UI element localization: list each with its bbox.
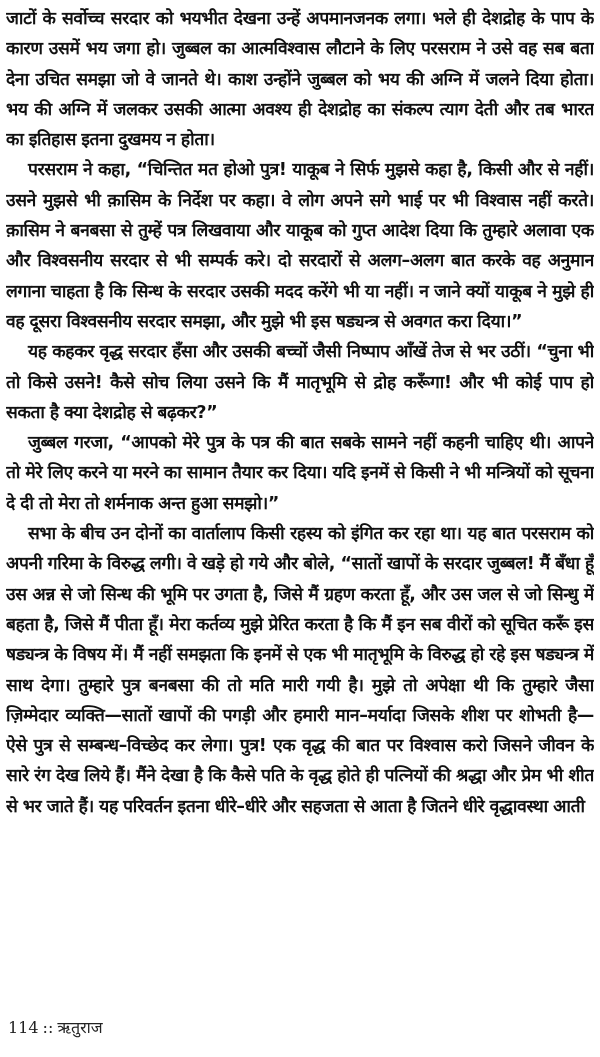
footer-separator: :: <box>42 1018 54 1037</box>
page-footer <box>8 1016 103 1038</box>
page-body <box>6 4 594 1004</box>
page-number: 114 <box>8 1018 39 1037</box>
paragraph-4: जुब्बल गरजा, “आपको मेरे पुत्र के पत्र की बात सबके सामने नहीं कहनी चाहिए थी। आपने तो मेरे लिए करने या मरने का सामान तैयार कर दिया। यदि इनमें से किसी ने भी मन्त्रियों को सूचना दे दी तो मेरा तो शर्मनाक अन्त हुआ समझो।” <box>6 433 594 514</box>
paragraph-2: परसराम ने कहा, “चिन्तित मत होओ पुत्र! याकूब ने सिर्फ मुझसे कहा है, किसी और से नहीं। उसने मुझसे भी क़ासिम के निर्देश पर कहा। वे लोग अपने सगे भाई पर भी विश्वास नहीं करते। क़ासिम ने बनबसा से तुम्हें पत्र लिखवाया और याकूब को गुप्त आदेश दिया कि तुम्हारे अलावा एक और विश्वसनीय सरदार से भी सम्पर्क करे। दो सरदारों से अलग–अलग बात करके वह अनुमान लगाना चाहता है कि सिन्ध के सरदार उसकी मदद करेंगे भी या नहीं। न जाने क्यों याकूब ने मुझे ही वह दूसरा विश्वसनीय सरदार समझा, और मुझे भी इस षड्यन्त्र से अवगत करा दिया।” <box>6 160 594 332</box>
paragraph-3: यह कहकर वृद्ध सरदार हँसा और उसकी बच्चों जैसी निष्पाप आँखें तेज से भर उठीं। “चुना भी तो किसे उसने! कैसे सोच लिया उसने कि मैं मातृभूमि से द्रोह करूँगा! और भी कोई पाप हो सकता है क्या देशद्रोह से बढ़कर?” <box>6 342 594 423</box>
book-title: ऋतुराज <box>57 1018 103 1037</box>
paragraph-5: सभा के बीच उन दोनों का वार्तालाप किसी रहस्य को इंगित कर रहा था। यह बात परसराम को अपनी गरिमा के विरुद्ध लगी। वे खड़े हो गये और बोले, “सातों खापों के सरदार जुब्बल! मैं बँधा हूँ उस अन्न से जो सिन्ध की भूमि पर उगता है, जिसे मैं ग्रहण करता हूँ, और उस जल से जो सिन्धु में बहता है, जिसे मैं पीता हूँ। मेरा कर्तव्य मुझे प्रेरित करता है कि मैं इन सब वीरों को सूचित करूँ इस षड्यन्त्र के विषय में। मैं नहीं समझता कि इनमें से एक भी मातृभूमि के विरुद्ध हो रहे इस षड्यन्त्र में साथ देगा। तुम्हारे पुत्र बनबसा की तो मति मारी गयी है। मुझे तो अपेक्षा थी कि तुम्हारे जैसा ज़िम्मेदार व्यक्ति—सातों खापों की पगड़ी और हमारी मान–मर्यादा जिसके शीश पर शोभती है—ऐसे पुत्र से सम्बन्ध–विच्छेद कर लेगा। पुत्र! एक वृद्ध की बात पर विश्वास करो जिसने जीवन के सारे रंग देख लिये हैं। मैंने देखा है कि कैसे पति के वृद्ध होते ही पत्नियों की श्रद्धा और प्रेम भी शीत से भर जाते हैं। यह परिवर्तन इतना धीरे–धीरे और सहजता से आता है जितने धीरे वृद्धावस्था आती <box>6 524 594 817</box>
paragraph-1: जाटों के सर्वोच्च सरदार को भयभीत देखना उन्हें अपमानजनक लगा। भले ही देशद्रोह के पाप के कारण उसमें भय जगा हो। जुब्बल का आत्मविश्वास लौटाने के लिए परसराम ने उसे वह सब बता देना उचित समझा जो वे जानते थे। काश उन्होंने जुब्बल को भय की अग्नि में जलने दिया होता। भय की अग्नि में जलकर उसकी आत्मा अवश्य ही देशद्रोह का संकल्प त्याग देती और तब भारत का इतिहास इतना दुखमय न होता। <box>6 9 594 151</box>
